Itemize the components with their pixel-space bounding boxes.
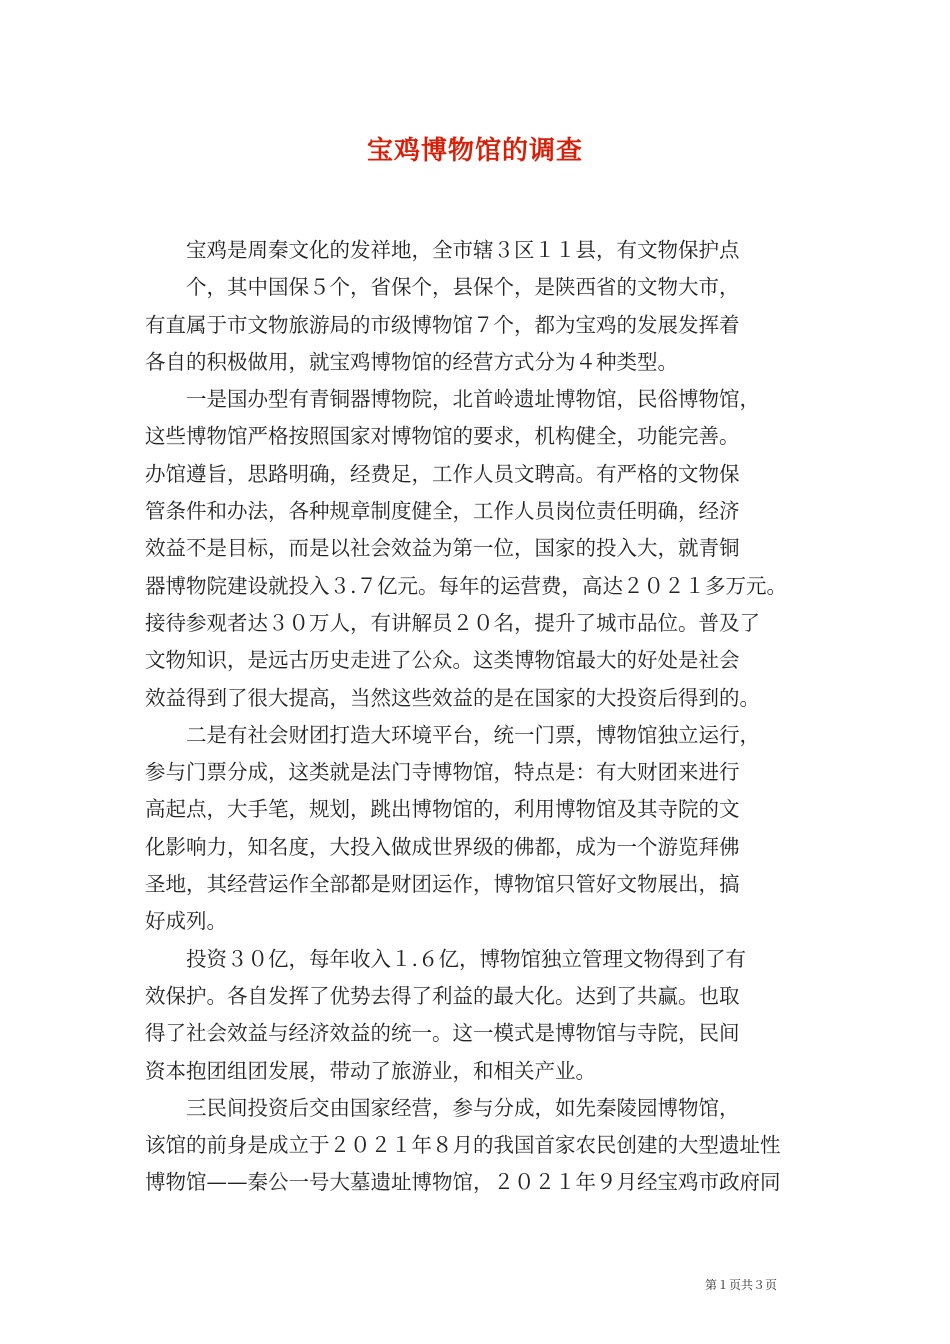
- text-line: 器博物院建设就投入３.７亿元。每年的运营费，高达２０２１多万元。: [145, 573, 788, 598]
- page-number: 第１页共３页: [705, 1278, 778, 1292]
- text-line: 化影响力，知名度，大投入做成世界级的佛都，成为一个游览拜佛: [145, 834, 740, 859]
- text-line: 效益得到了很大提高，当然这些效益的是在国家的大投资后得到的。: [145, 685, 760, 710]
- text-line: 圣地，其经营运作全部都是财团运作，博物馆只管好文物展出，搞: [145, 872, 740, 897]
- page-title: 宝鸡博物馆的调查: [366, 136, 583, 166]
- text-line: 参与门票分成，这类就是法门寺博物馆，特点是：有大财团来进行: [145, 760, 740, 785]
- text-line: 文物知识，是远古历史走进了公众。这类博物馆最大的好处是社会: [145, 648, 740, 673]
- text-line: 宝鸡是周秦文化的发祥地，全市辖３区１１县，有文物保护点: [145, 238, 740, 262]
- text-line: 二是有社会财团打造大环境平台，统一门票，博物馆独立运行，: [145, 722, 760, 747]
- text-line: 效保护。各自发挥了优势去得了利益的最大化。达到了共赢。也取: [145, 983, 740, 1008]
- text-line: 得了社会效益与经济效益的统一。这一模式是博物馆与寺院，民间: [145, 1021, 740, 1046]
- text-line: 办馆遵旨，思路明确，经费足，工作人员文聘高。有严格的文物保: [145, 461, 740, 486]
- text-line: 个，其中国保５个，省保个，县保个，是陕西省的文物大市，: [145, 275, 740, 300]
- document-body: [145, 232, 810, 1202]
- text-line: 好成列。: [145, 909, 227, 934]
- text-line: 一是国办型有青铜器博物院，北首岭遗址博物馆，民俗博物馆，: [145, 387, 760, 412]
- text-line: 接待参观者达３０万人，有讲解员２０名，提升了城市品位。普及了: [145, 610, 760, 635]
- text-line: 三民间投资后交由国家经营，参与分成，如先秦陵园博物馆，: [145, 1095, 740, 1120]
- text-line: 博物馆——秦公一号大墓遗址博物馆，２０２１年９月经宝鸡市政府同: [145, 1170, 781, 1195]
- text-line: 资本抱团组团发展，带动了旅游业，和相关产业。: [145, 1058, 596, 1083]
- text-line: 效益不是目标，而是以社会效益为第一位，国家的投入大，就青铜: [145, 536, 740, 561]
- text-line: 高起点，大手笔，规划，跳出博物馆的，利用博物馆及其寺院的文: [145, 797, 740, 822]
- text-line: 投资３０亿，每年收入１.６亿，博物馆独立管理文物得到了有: [145, 946, 747, 971]
- text-line: 各自的积极做用，就宝鸡博物馆的经营方式分为４种类型。: [145, 349, 678, 374]
- text-line: 该馆的前身是成立于２０２１年８月的我国首家农民创建的大型遗址性: [145, 1133, 781, 1158]
- text-line: 这些博物馆严格按照国家对博物馆的要求，机构健全，功能完善。: [145, 424, 740, 449]
- text-line: 有直属于市文物旅游局的市级博物馆７个，都为宝鸡的发展发挥着: [145, 312, 740, 337]
- text-line: 管条件和办法，各种规章制度健全，工作人员岗位责任明确，经济: [145, 499, 740, 524]
